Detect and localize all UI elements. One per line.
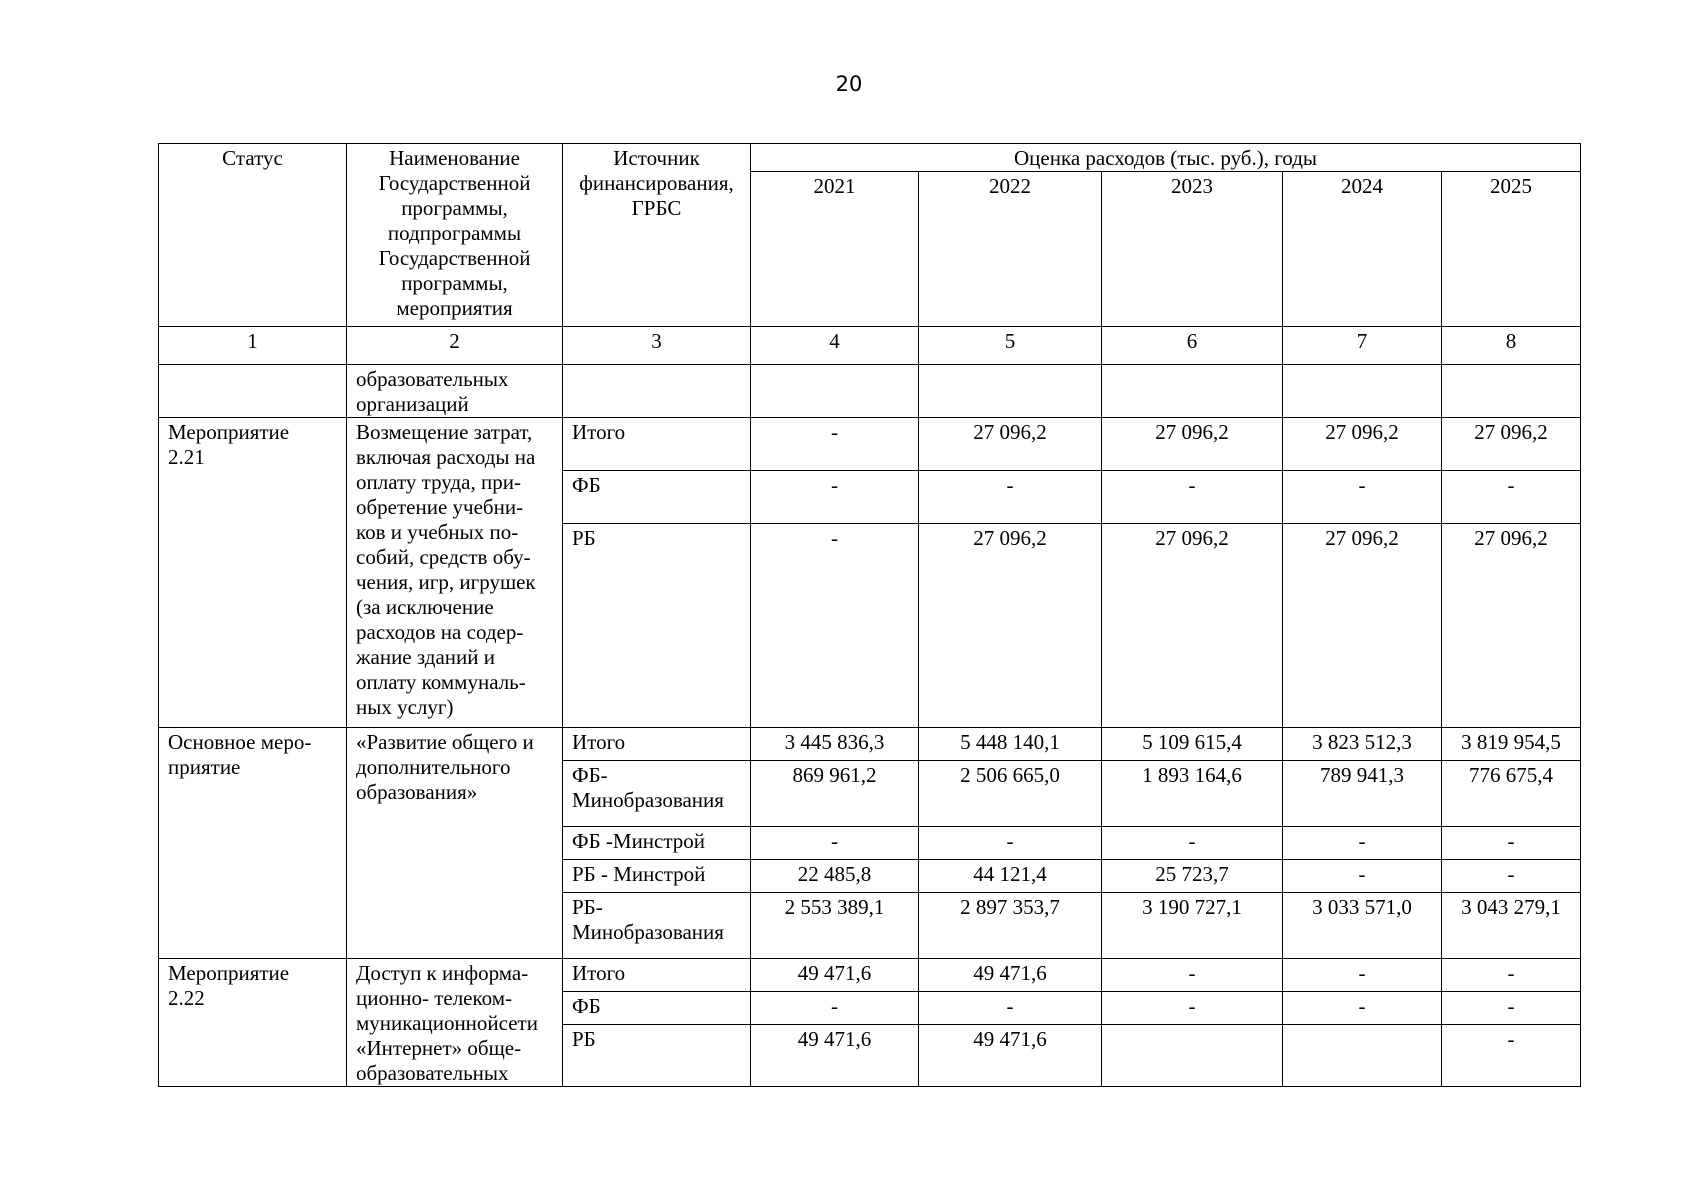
row-value: 3 043 279,1 — [1442, 893, 1581, 959]
row-value: 2 553 389,1 — [751, 893, 919, 959]
row-name: Доступ к информа- ционно- телеком- муникационнойсети «Интернет» обще- образовательных — [347, 959, 563, 1087]
row-value: 27 096,2 — [919, 418, 1102, 471]
row-source: ФБ -Минстрой — [563, 827, 751, 860]
row-value: - — [1102, 827, 1283, 860]
row-value: 49 471,6 — [751, 1025, 919, 1087]
table-row — [159, 959, 1581, 992]
header-estimate: Оценка расходов (тыс. руб.), годы — [751, 144, 1581, 172]
column-number: 2 — [347, 327, 563, 365]
empty-cell — [563, 365, 751, 418]
row-value: - — [1442, 959, 1581, 992]
row-value: - — [1442, 471, 1581, 524]
row-value: - — [1442, 827, 1581, 860]
budget-table — [158, 143, 1581, 1087]
column-number: 1 — [159, 327, 347, 365]
row-value: - — [1283, 860, 1442, 893]
continuation-row — [159, 365, 1581, 418]
header-year: 2022 — [919, 172, 1102, 327]
row-name: Возмещение затрат, включая расходы на оплату труда, при- обретение учебни- ков и учебных по- собий, средств обу- чения, игр, игрушек (за исключение расходов на содер- жание зданий и оплату коммуналь- ных услуг) — [347, 418, 563, 728]
row-status: Мероприятие 2.21 — [159, 418, 347, 728]
row-value: - — [919, 471, 1102, 524]
row-value — [1102, 1025, 1283, 1087]
row-value: - — [751, 418, 919, 471]
row-value: 3 445 836,3 — [751, 728, 919, 761]
row-value: 776 675,4 — [1442, 761, 1581, 827]
header-row — [159, 144, 1581, 172]
row-value: - — [919, 992, 1102, 1025]
row-value: 27 096,2 — [1442, 524, 1581, 728]
empty-cell — [1442, 365, 1581, 418]
header-status: Статус — [159, 144, 347, 327]
row-value: 5 448 140,1 — [919, 728, 1102, 761]
row-value: 44 121,4 — [919, 860, 1102, 893]
empty-cell — [1283, 365, 1442, 418]
row-value: - — [1102, 992, 1283, 1025]
row-source: ФБ — [563, 992, 751, 1025]
row-value: 27 096,2 — [1283, 418, 1442, 471]
page-number: 20 — [835, 72, 863, 96]
empty-cell — [1102, 365, 1283, 418]
row-value: - — [1102, 959, 1283, 992]
row-value: - — [919, 827, 1102, 860]
row-value: - — [751, 471, 919, 524]
row-value — [1283, 1025, 1442, 1087]
row-value: - — [751, 827, 919, 860]
row-value: 3 033 571,0 — [1283, 893, 1442, 959]
row-value: 3 190 727,1 — [1102, 893, 1283, 959]
row-value: 22 485,8 — [751, 860, 919, 893]
empty-cell — [919, 365, 1102, 418]
continuation-status — [159, 365, 347, 418]
header-source: Источник финансирования, ГРБС — [563, 144, 751, 327]
row-status: Основное меро- приятие — [159, 728, 347, 959]
row-value: - — [751, 524, 919, 728]
column-number: 5 — [919, 327, 1102, 365]
row-value: 49 471,6 — [919, 959, 1102, 992]
column-number: 3 — [563, 327, 751, 365]
row-value: 27 096,2 — [1102, 524, 1283, 728]
header-year: 2023 — [1102, 172, 1283, 327]
row-value: 3 819 954,5 — [1442, 728, 1581, 761]
row-value: 2 897 353,7 — [919, 893, 1102, 959]
row-value: - — [1283, 827, 1442, 860]
row-value: 789 941,3 — [1283, 761, 1442, 827]
row-source: ФБ — [563, 471, 751, 524]
row-value: - — [751, 992, 919, 1025]
row-source: РБ- Минобразования — [563, 893, 751, 959]
row-value: - — [1442, 860, 1581, 893]
row-source: РБ — [563, 1025, 751, 1087]
table-row — [159, 418, 1581, 471]
row-value: 1 893 164,6 — [1102, 761, 1283, 827]
header-year: 2025 — [1442, 172, 1581, 327]
row-value: 49 471,6 — [919, 1025, 1102, 1087]
row-value: - — [1283, 471, 1442, 524]
row-source: РБ — [563, 524, 751, 728]
row-source: РБ - Минстрой — [563, 860, 751, 893]
row-value: - — [1283, 992, 1442, 1025]
row-value: - — [1442, 1025, 1581, 1087]
column-number-row — [159, 327, 1581, 365]
row-source: Итого — [563, 418, 751, 471]
row-source: Итого — [563, 959, 751, 992]
column-number: 8 — [1442, 327, 1581, 365]
column-number: 4 — [751, 327, 919, 365]
row-value: 49 471,6 — [751, 959, 919, 992]
row-value: - — [1283, 959, 1442, 992]
header-name: Наименование Государственной программы, подпрограммы Государственной программы, мероприятия — [347, 144, 563, 327]
row-value: 25 723,7 — [1102, 860, 1283, 893]
row-value: - — [1442, 992, 1581, 1025]
row-value: 2 506 665,0 — [919, 761, 1102, 827]
continuation-name: образовательных организаций — [347, 365, 563, 418]
row-value: - — [1102, 471, 1283, 524]
row-value: 27 096,2 — [1283, 524, 1442, 728]
row-value: 869 961,2 — [751, 761, 919, 827]
row-value: 27 096,2 — [1442, 418, 1581, 471]
row-status: Мероприятие 2.22 — [159, 959, 347, 1087]
column-number: 7 — [1283, 327, 1442, 365]
row-value: 27 096,2 — [919, 524, 1102, 728]
table-row — [159, 728, 1581, 761]
empty-cell — [751, 365, 919, 418]
row-source: ФБ- Минобразования — [563, 761, 751, 827]
row-value: 5 109 615,4 — [1102, 728, 1283, 761]
header-year: 2021 — [751, 172, 919, 327]
row-value: 27 096,2 — [1102, 418, 1283, 471]
header-year: 2024 — [1283, 172, 1442, 327]
row-name: «Развитие общего и дополнительного образования» — [347, 728, 563, 959]
column-number: 6 — [1102, 327, 1283, 365]
row-value: 3 823 512,3 — [1283, 728, 1442, 761]
row-source: Итого — [563, 728, 751, 761]
